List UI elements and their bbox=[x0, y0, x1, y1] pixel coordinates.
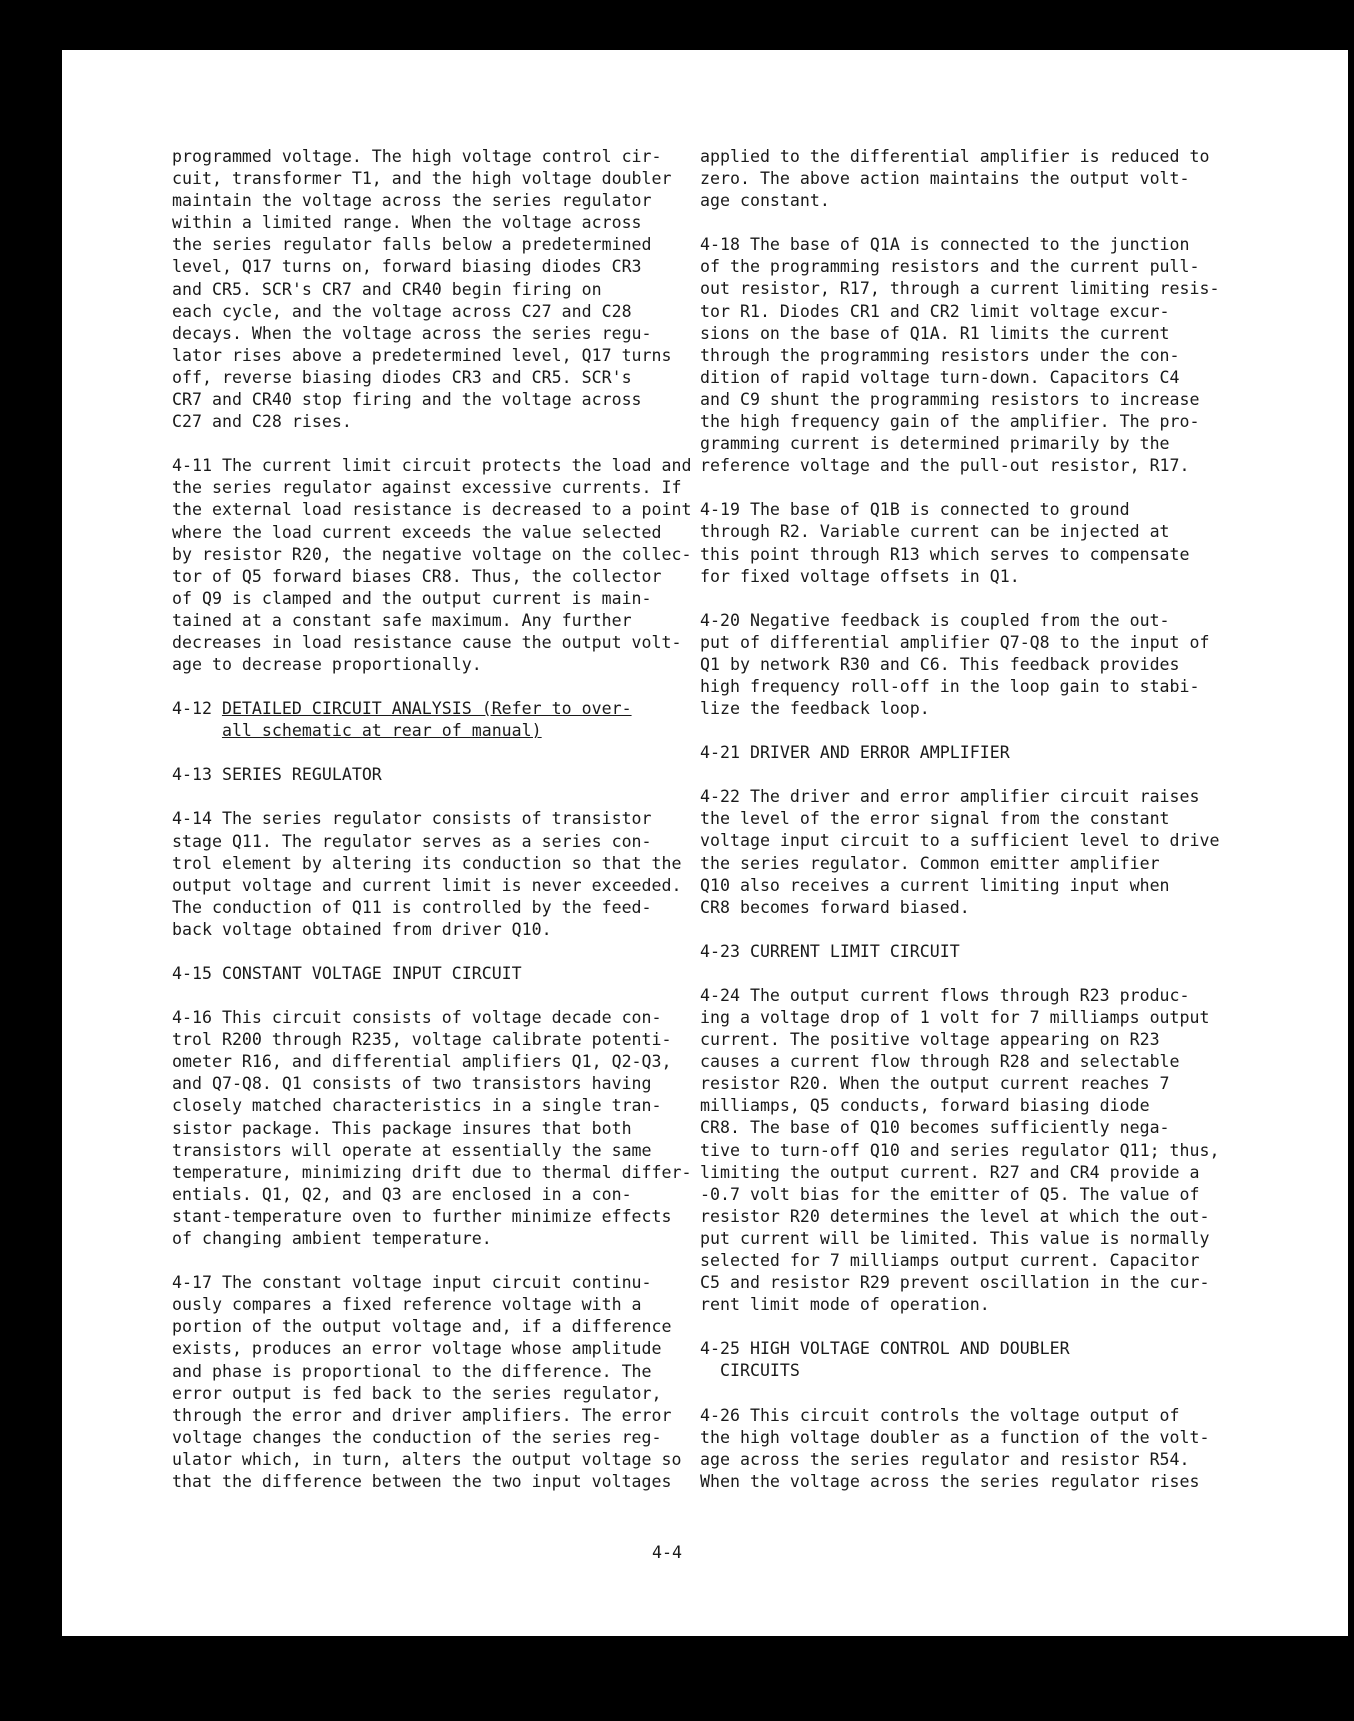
text-line: 4-20 Negative feedback is coupled from the out- bbox=[700, 610, 1170, 630]
text-line: stage Q11. The regulator serves as a series con- bbox=[172, 831, 652, 851]
text-line: lize the feedback loop. bbox=[700, 699, 930, 719]
text-line: When the voltage across the series regulator rises bbox=[700, 1471, 1200, 1491]
text-line: tive to turn-off Q10 and series regulator Q11; thus, bbox=[700, 1140, 1220, 1160]
text-line: The conduction of Q11 is controlled by the feed- bbox=[172, 897, 652, 917]
text-line: back voltage obtained from driver Q10. bbox=[172, 919, 552, 939]
text-line: trol R200 through R235, voltage calibrate potenti- bbox=[172, 1030, 672, 1050]
text-line: sions on the base of Q1A. R1 limits the current bbox=[700, 323, 1170, 343]
paragraph bbox=[172, 764, 662, 786]
text-line: voltage input circuit to a sufficient level to drive bbox=[700, 831, 1220, 851]
text-line: through the error and driver amplifiers. The error bbox=[172, 1405, 672, 1425]
text-line: error output is fed back to the series regulator, bbox=[172, 1383, 662, 1403]
text-line: zero. The above action maintains the output volt- bbox=[700, 169, 1190, 189]
text-line: sistor package. This package insures that both bbox=[172, 1118, 632, 1138]
text-line: of the programming resistors and the current pull- bbox=[700, 257, 1200, 277]
heading-line: DETAILED CIRCUIT ANALYSIS (Refer to over- bbox=[221, 699, 632, 719]
text-line: dition of rapid voltage turn-down. Capacitors C4 bbox=[700, 367, 1180, 387]
text-line: exists, produces an error voltage whose amplitude bbox=[172, 1339, 662, 1359]
text-line: milliamps, Q5 conducts, forward biasing diode bbox=[700, 1096, 1150, 1116]
text-line: stant-temperature oven to further minimize effects bbox=[172, 1206, 672, 1226]
text-line: 4-26 This circuit controls the voltage output of bbox=[700, 1405, 1180, 1425]
left-column bbox=[172, 146, 692, 1515]
paragraph bbox=[172, 808, 682, 941]
text-line: selected for 7 milliamps output current. Capacitor bbox=[700, 1251, 1200, 1271]
text-line: trol element by altering its conduction so that the bbox=[172, 853, 682, 873]
text-line: tor R1. Diodes CR1 and CR2 limit voltage excur- bbox=[700, 301, 1170, 321]
text-line: for fixed voltage offsets in Q1. bbox=[700, 566, 1020, 586]
text-line: the series regulator against excessive currents. If bbox=[172, 478, 682, 498]
page-number: 4-4 bbox=[652, 1543, 682, 1562]
text-line: tor of Q5 forward biases CR8. Thus, the collector bbox=[172, 566, 662, 586]
paragraph bbox=[700, 234, 1220, 477]
paragraph bbox=[700, 985, 1220, 1316]
text-line: lator rises above a predetermined level, Q17 turns bbox=[172, 345, 672, 365]
paragraph bbox=[172, 1272, 682, 1493]
text-line: C27 and C28 rises. bbox=[172, 412, 352, 432]
text-line: CR7 and CR40 stop firing and the voltage across bbox=[172, 390, 642, 410]
paragraph bbox=[700, 742, 1190, 764]
paragraph bbox=[172, 455, 692, 676]
text-line: high frequency roll-off in the loop gain to stabi- bbox=[700, 676, 1200, 696]
text-line: 4-13 SERIES REGULATOR bbox=[172, 765, 382, 785]
section-number: 4-12 bbox=[172, 699, 222, 719]
text-line: 4-22 The driver and error amplifier circuit raises bbox=[700, 787, 1200, 807]
text-line: 4-11 The current limit circuit protects the load and bbox=[172, 456, 692, 476]
text-line: entials. Q1, Q2, and Q3 are enclosed in a con- bbox=[172, 1184, 632, 1204]
text-line: -0.7 volt bias for the emitter of Q5. The value of bbox=[700, 1184, 1200, 1204]
paragraph bbox=[700, 610, 1210, 720]
text-line: out resistor, R17, through a current limiting resis- bbox=[700, 279, 1220, 299]
text-line: ing a voltage drop of 1 volt for 7 milliamps output bbox=[700, 1008, 1210, 1027]
text-line: resistor R20. When the output current reaches 7 bbox=[700, 1074, 1170, 1094]
text-line: each cycle, and the voltage across C27 and C28 bbox=[172, 301, 632, 321]
text-line: 4-16 This circuit consists of voltage decade con- bbox=[172, 1008, 662, 1028]
text-line: age constant. bbox=[700, 191, 830, 211]
text-line: gramming current is determined primarily by the bbox=[700, 434, 1170, 454]
text-line: 4-14 The series regulator consists of transistor bbox=[172, 809, 652, 829]
section-heading bbox=[172, 698, 662, 742]
text-line: portion of the output voltage and, if a difference bbox=[172, 1317, 672, 1337]
text-line: 4-25 HIGH VOLTAGE CONTROL AND DOUBLER bbox=[700, 1339, 1070, 1359]
text-line: transistors will operate at essentially the same bbox=[172, 1140, 652, 1160]
text-line: the series regulator. Common emitter amplifier bbox=[700, 853, 1160, 873]
text-line: the series regulator falls below a predetermined bbox=[172, 235, 652, 255]
text-line: through the programming resistors under the con- bbox=[700, 345, 1180, 365]
text-line: off, reverse biasing diodes CR3 and CR5. SCR's bbox=[172, 367, 632, 387]
text-line: causes a current flow through R28 and selectable bbox=[700, 1052, 1180, 1072]
text-line: and C9 shunt the programming resistors to increase bbox=[700, 389, 1200, 409]
text-line: of Q9 is clamped and the output current is main- bbox=[172, 588, 652, 608]
paragraph bbox=[700, 1405, 1210, 1493]
text-line: 4-18 The base of Q1A is connected to the junction bbox=[700, 235, 1190, 255]
text-line: limiting the output current. R27 and CR4 provide a bbox=[700, 1162, 1200, 1182]
text-line: CIRCUITS bbox=[700, 1361, 800, 1381]
text-line: within a limited range. When the voltage across bbox=[172, 213, 642, 233]
text-line: Q10 also receives a current limiting input when bbox=[700, 875, 1170, 895]
text-line: tained at a constant safe maximum. Any further bbox=[172, 610, 632, 630]
text-line: the external load resistance is decreased to a point bbox=[172, 500, 692, 520]
text-line: put of differential amplifier Q7-Q8 to the input of bbox=[700, 632, 1210, 652]
text-line: age across the series regulator and resistor R54. bbox=[700, 1449, 1190, 1469]
heading-line: all schematic at rear of manual) bbox=[221, 721, 542, 741]
text-line: 4-23 CURRENT LIMIT CIRCUIT bbox=[700, 941, 960, 961]
paragraph bbox=[700, 786, 1220, 919]
text-line: output voltage and current limit is never exceeded. bbox=[172, 875, 682, 895]
text-line: 4-19 The base of Q1B is connected to ground bbox=[700, 500, 1130, 520]
paragraph bbox=[700, 499, 1190, 587]
text-line: and phase is proportional to the difference. The bbox=[172, 1361, 652, 1381]
text-line: ously compares a fixed reference voltage with a bbox=[172, 1295, 642, 1315]
text-line: temperature, minimizing drift due to thermal differ- bbox=[172, 1162, 692, 1182]
paragraph bbox=[700, 941, 1190, 963]
text-line: decreases in load resistance cause the output volt- bbox=[172, 632, 682, 652]
text-line: decays. When the voltage across the series regu- bbox=[172, 323, 652, 343]
text-line: Q1 by network R30 and C6. This feedback provides bbox=[700, 654, 1180, 674]
text-line: cuit, transformer T1, and the high voltage doubler bbox=[172, 169, 672, 189]
text-line: the level of the error signal from the constant bbox=[700, 809, 1170, 829]
text-line: and Q7-Q8. Q1 consists of two transistors having bbox=[172, 1074, 652, 1094]
text-line: this point through R13 which serves to compensate bbox=[700, 544, 1190, 564]
text-line: CR8. The base of Q10 becomes sufficiently nega- bbox=[700, 1118, 1170, 1138]
text-line: voltage changes the conduction of the series reg- bbox=[172, 1427, 662, 1447]
text-line: and CR5. SCR's CR7 and CR40 begin firing on bbox=[172, 279, 602, 299]
text-line: 4-17 The constant voltage input circuit continu- bbox=[172, 1273, 652, 1293]
paragraph bbox=[172, 963, 662, 985]
text-line: by resistor R20, the negative voltage on the collec- bbox=[172, 544, 692, 564]
text-line: level, Q17 turns on, forward biasing diodes CR3 bbox=[172, 257, 642, 277]
text-line: CR8 becomes forward biased. bbox=[700, 897, 970, 917]
text-line: reference voltage and the pull-out resistor, R17. bbox=[700, 456, 1190, 476]
document-page bbox=[62, 50, 1348, 1636]
text-line: closely matched characteristics in a single tran- bbox=[172, 1096, 662, 1116]
text-line: 4-24 The output current flows through R23 produc- bbox=[700, 985, 1190, 1005]
right-column bbox=[700, 146, 1220, 1515]
text-line: that the difference between the two input voltages bbox=[172, 1471, 672, 1491]
text-line: programmed voltage. The high voltage control cir- bbox=[172, 147, 662, 166]
text-line: through R2. Variable current can be injected at bbox=[700, 522, 1170, 542]
text-line: where the load current exceeds the value selected bbox=[172, 522, 662, 542]
text-line: applied to the differential amplifier is reduced to bbox=[700, 147, 1210, 166]
text-line: ulator which, in turn, alters the output voltage so bbox=[172, 1449, 682, 1469]
paragraph bbox=[700, 1338, 1190, 1382]
text-line: maintain the voltage across the series regulator bbox=[172, 191, 652, 211]
text-line: 4-15 CONSTANT VOLTAGE INPUT CIRCUIT bbox=[172, 964, 522, 983]
text-line: age to decrease proportionally. bbox=[172, 655, 482, 675]
paragraph bbox=[700, 146, 1210, 212]
paragraph bbox=[172, 1007, 692, 1250]
paragraph bbox=[172, 146, 672, 433]
text-line: the high voltage doubler as a function of the volt- bbox=[700, 1427, 1210, 1447]
text-line: C5 and resistor R29 prevent oscillation in the cur- bbox=[700, 1273, 1210, 1293]
text-line: 4-21 DRIVER AND ERROR AMPLIFIER bbox=[700, 743, 1010, 763]
text-line: current. The positive voltage appearing on R23 bbox=[700, 1030, 1160, 1050]
text-line: of changing ambient temperature. bbox=[172, 1229, 492, 1249]
text-line: put current will be limited. This value is normally bbox=[700, 1228, 1210, 1248]
text-line: resistor R20 determines the level at which the out- bbox=[700, 1206, 1210, 1226]
text-line: rent limit mode of operation. bbox=[700, 1295, 990, 1315]
text-line: ometer R16, and differential amplifiers Q1, Q2-Q3, bbox=[172, 1052, 672, 1072]
text-line: the high frequency gain of the amplifier. The pro- bbox=[700, 412, 1200, 432]
